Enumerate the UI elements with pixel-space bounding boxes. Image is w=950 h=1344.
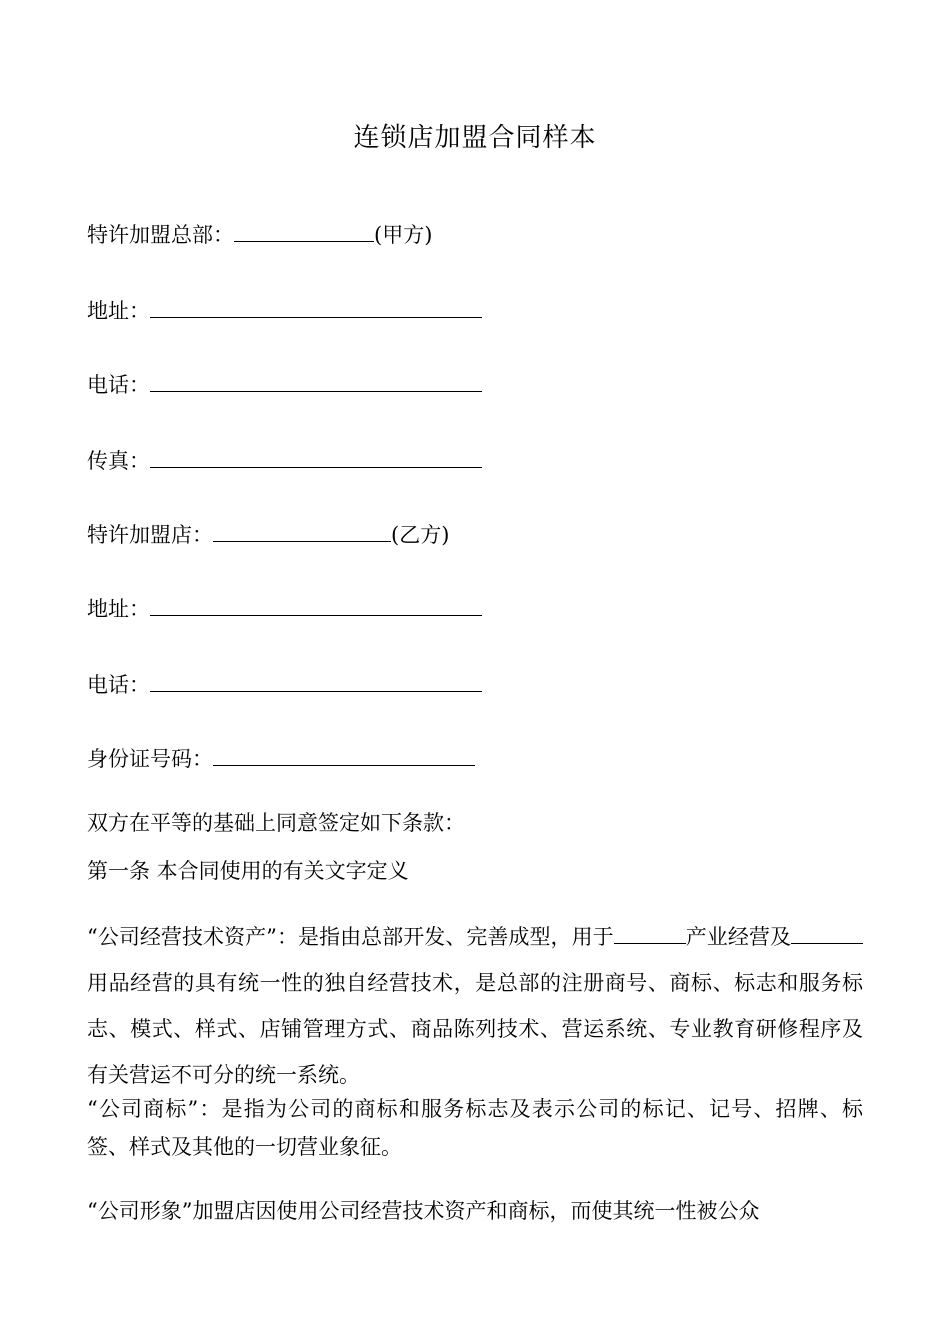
party-b-id-line: [87, 744, 475, 774]
party-a-fax-label: 传真：: [87, 449, 150, 473]
party-b-address-label: 地址：: [87, 597, 150, 621]
party-a-address-label: 地址：: [87, 299, 150, 323]
party-b-store-line: [87, 520, 449, 550]
definition-image: “公司形象”加盟店因使用公司经营技术资产和商标，而使其统一性被公众: [87, 1199, 760, 1223]
party-a-address-blank[interactable]: [150, 297, 482, 318]
definition-assets-part1: “公司经营技术资产”：是指由总部开发、完善成型，用于: [87, 925, 614, 949]
party-a-hq-line: [87, 220, 432, 250]
definition-assets-part3: 用品经营的具有统一性的独自经营技术，是总部的注册商号、商标、标志和服务标志、模式、样式、店铺管理方式、商品陈列技术、营运系统、专业教育研修程序及有关营运不可分的统一系统。: [87, 971, 863, 1087]
party-a-hq-label: 特许加盟总部：: [87, 223, 234, 247]
party-b-store-suffix: (乙方): [391, 523, 450, 547]
party-b-id-blank[interactable]: [213, 745, 475, 766]
party-b-phone-line: [87, 670, 482, 700]
intro-text: 双方在平等的基础上同意签定如下条款：: [87, 811, 465, 835]
party-a-phone-label: 电话：: [87, 373, 150, 397]
article-one-title: 第一条 本合同使用的有关文字定义: [87, 859, 409, 883]
supplies-blank[interactable]: [791, 923, 863, 944]
party-b-address-line: [87, 594, 482, 624]
party-b-phone-label: 电话：: [87, 673, 150, 697]
party-a-hq-blank[interactable]: [234, 221, 374, 242]
party-a-fax-line: [87, 446, 482, 476]
definition-assets-part2: 产业经营及: [685, 925, 791, 949]
party-a-fax-blank[interactable]: [150, 447, 482, 468]
party-a-hq-suffix: (甲方): [374, 223, 433, 247]
party-a-phone-blank[interactable]: [150, 371, 482, 392]
definition-trademark: “公司商标”：是指为公司的商标和服务标志及表示公司的标记、记号、招牌、标签、样式及其他的一切营业象征。: [87, 1097, 863, 1159]
party-b-store-blank[interactable]: [213, 521, 391, 542]
party-a-phone-line: [87, 370, 482, 400]
industry-blank[interactable]: [614, 923, 686, 944]
party-a-address-line: [87, 296, 482, 326]
party-b-address-blank[interactable]: [150, 595, 482, 616]
party-b-store-label: 特许加盟店：: [87, 523, 213, 547]
party-b-id-label: 身份证号码：: [87, 747, 213, 771]
definition-assets: [87, 914, 863, 1098]
party-b-phone-blank[interactable]: [150, 671, 482, 692]
document-title: 连锁店加盟合同样本: [353, 123, 597, 153]
